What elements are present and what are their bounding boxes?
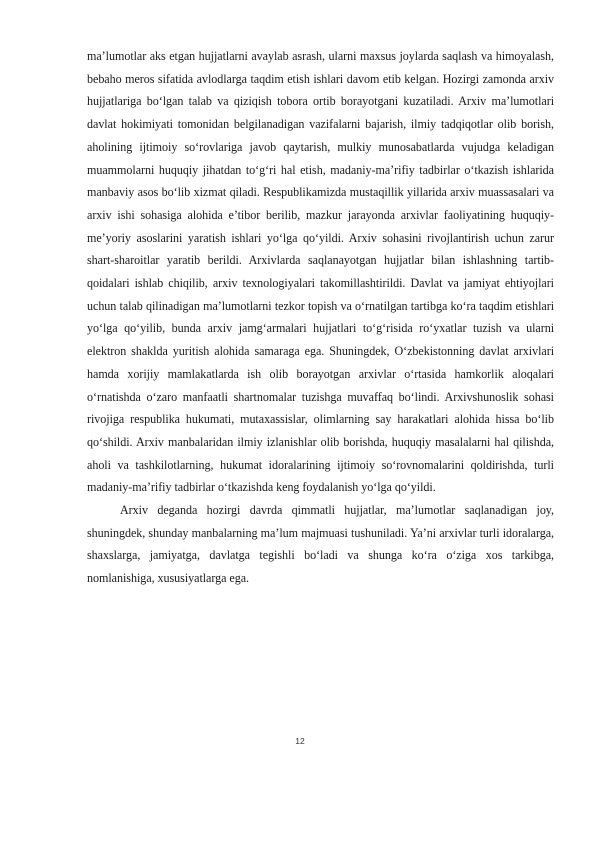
paragraph-2: Arxiv deganda hozirgi davrda qimmatli hujjatlar, ma’lumotlar saqlanadigan joy, shuningdek, shunday manbalarning ma’lum majmuasi tushuniladi. Ya’ni arxivlar turli idoralarga, shaxslarga, jamiyatga, davlatga tegishli bo‘ladi va shunga ko‘ra o‘ziga xos tarkibga, nomlanishiga, xususiyatlarga ega. xyxy=(87,503,554,586)
paragraph-1: ma’lumotlar aks etgan hujjatlarni avaylab asrash, ularni maxsus joylarda saqlash va himoyalash, bebaho meros sifatida avlodlarga taqdim etish ishlari davom etib kelgan. Hozirgi zamonda arxiv hujjatlariga bo‘lgan talab va qiziqish tobora ortib borayotgani kuzatiladi. Arxiv ma’lumotlari davlat hokimiyati tomonidan belgilanadigan vazifalarni bajarish, ilmiy tadqiqotlar olib borish, aholining ijtimoiy so‘rovlariga javob qaytarish, mulkiy munosabatlarda vujudga keladigan muammolarni huquqiy jihatdan to‘g‘ri hal etish, madaniy-ma’rifiy tadbirlar o‘tkazish ishlarida manbaviy asos bo‘lib xizmat qiladi. Respublikamizda mustaqillik yillarida arxiv muassasalari va arxiv ishi sohasiga alohida e’tibor berilib, mazkur jarayonda arxivlar faoliyatining huquqiy-me’yoriy asoslarini yaratish ishlari yo‘lga qo‘yildi. Arxiv sohasini rivojlantirish uchun zarur shart-sharoitlar yaratib berildi. Arxivlarda saqlanayotgan hujjatlar bilan ishlashning tartib-qoidalari ishlab chiqilib, arxiv texnologiyalari takomillashtirildi. Davlat va jamiyat ehtiyojlari uchun talab qilinadigan ma’lumotlarni tezkor topish va o‘rnatilgan tartibga ko‘ra taqdim etishlari yo‘lga qo‘yilib, bunda arxiv jamg‘armalari hujjatlari to‘g‘risida ro‘yxatlar tuzish va ularni elektron shaklda yuritish alohida samaraga ega. Shuningdek, O‘zbekistonning davlat arxivlari hamda xorijiy mamlakatlarda ish olib borayotgan arxivlar o‘rtasida hamkorlik aloqalari o‘rnatishda o‘zaro manfaatli shartnomalar tuzishga muvaffaq bo‘lindi. Arxivshunoslik sohasi rivojiga respublika hukumati, mutaxassislar, olimlarning say harakatlari alohida hissa bo‘lib qo‘shildi. Arxiv manbalaridan ilmiy izlanishlar olib borishda, huquqiy masalalarni hal qilishda, aholi va tashkilotlarning, hukumat idoralarining ijtimoiy so‘rovnomalarini qoldirishda, turli madaniy-ma’rifiy tadbirlar o‘tkazishda keng foydalanish yo‘lga qo‘yildi. xyxy=(87,49,554,495)
page-number: 12 xyxy=(295,736,305,746)
document-page xyxy=(87,45,554,590)
